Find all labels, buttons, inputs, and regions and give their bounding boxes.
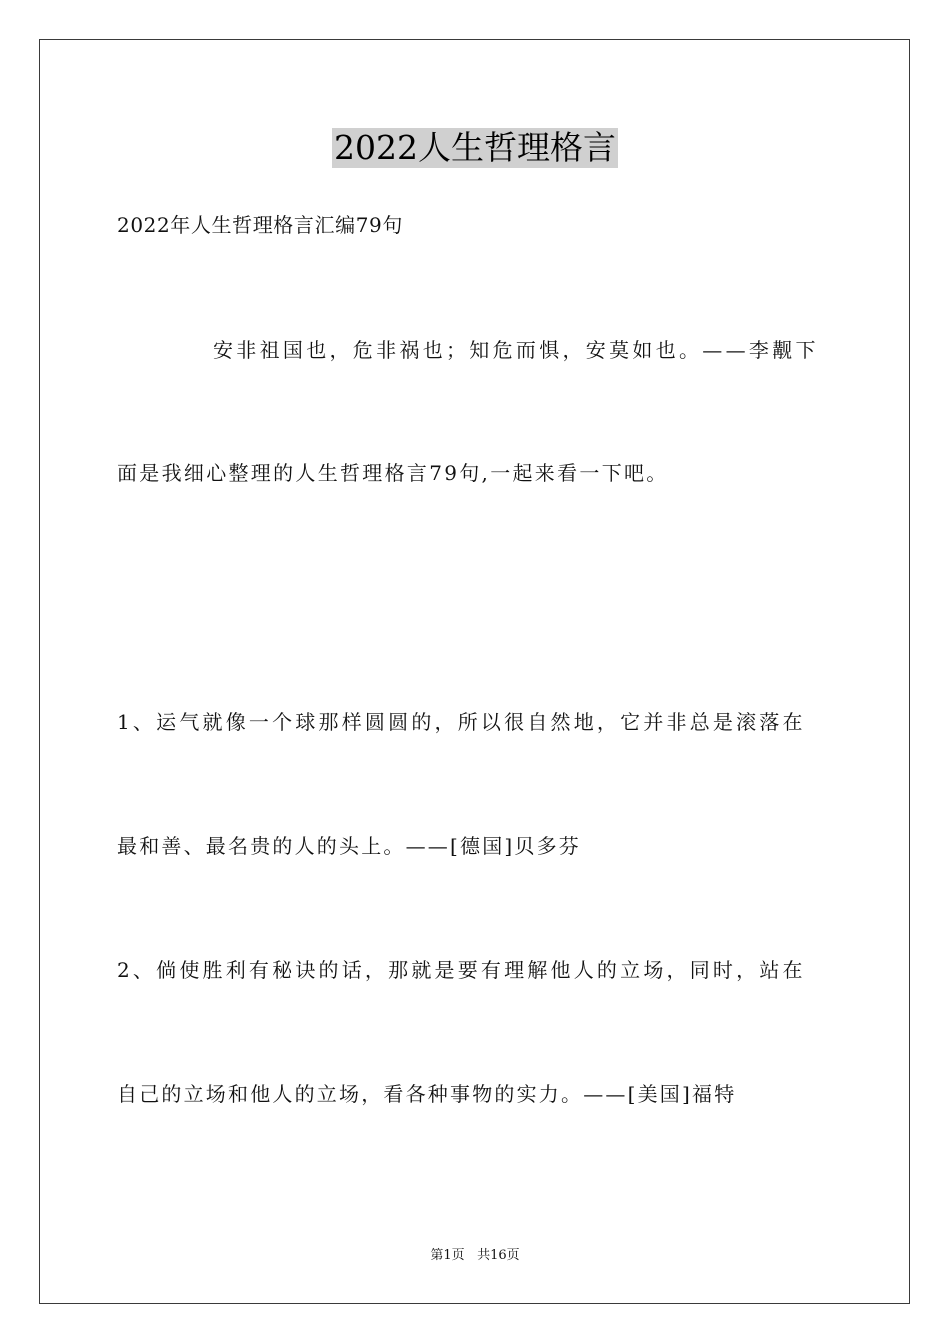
- page-footer: [0, 1247, 950, 1265]
- document-title: 2022人生哲理格言: [334, 128, 616, 167]
- intro-line-2: 面是我细心整理的人生哲理格言79句,一起来看一下吧。: [117, 461, 669, 485]
- quote-2-line-1: 2、倘使胜利有秘诀的话，那就是要有理解他人的立场，同时，站在: [117, 958, 806, 982]
- title-container: [0, 128, 950, 168]
- quote-1-line-1: 1、运气就像一个球那样圆圆的，所以很自然地，它并非总是滚落在: [117, 710, 806, 734]
- page-number: 第1页: [430, 1248, 465, 1263]
- intro-line-1: 安非祖国也，危非祸也；知危而惧，安莫如也。——李觏下: [213, 338, 819, 362]
- page-total: 共16页: [477, 1248, 520, 1263]
- quote-2-line-2: 自己的立场和他人的立场，看各种事物的实力。——[美国]福特: [117, 1082, 737, 1106]
- document-subtitle: 2022年人生哲理格言汇编79句: [117, 213, 403, 237]
- quote-1-line-2: 最和善、最名贵的人的头上。——[德国]贝多芬: [117, 834, 582, 858]
